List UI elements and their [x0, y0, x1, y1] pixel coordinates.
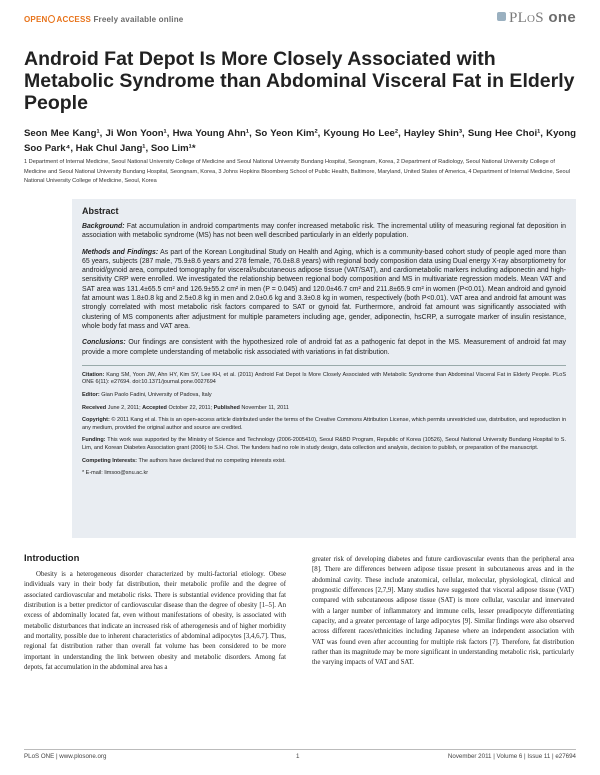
background-label: Background: — [82, 223, 125, 230]
logo-one-text: one — [548, 9, 576, 26]
published-label: Published — [213, 404, 240, 411]
open-access-label: OPEN — [24, 15, 48, 24]
access-label: ACCESS — [56, 15, 92, 24]
abstract-heading: Abstract — [82, 206, 119, 216]
footer-issue: November 2011 | Volume 6 | Issue 11 | e27694 — [447, 753, 576, 760]
dates — [82, 405, 566, 413]
copyright-text: © 2011 Kang et al. This is an open-access article distributed under the terms of the Creative Commons Attribution License, which permits unrestricted use, distribution, and reproduction in any medium, provided the original author and source are credited. — [82, 417, 566, 431]
citation-label: Citation: — [82, 371, 105, 378]
footer-journal: PLoS ONE | www.plosone.org — [24, 753, 107, 760]
introduction-left-column: Obesity is a heterogeneous disorder characterized by multi-factorial etiology. Obese individuals vary in their body fat distribution, their metabolic profile and the degree of associated cardiovascular and metabolic risks. There is substantial evidence providing that fat distribution is a better predictor of cardiovascular disease than the degree of obesity [1–5]. An excess of abdominally located fat, even without manifestations of obesity, is associated with metabolic disturbances that indicate an increased risk of atherogenesis and of higher morbidity and mortality, possible due to inherent characteristics of abdominal adipocytes [3,4,6,7]. Thus, regional fat distribution rather than overall fat volume has been considered to be more important in understanding the link between obesity and metabolic disorders. Among fat depots, fat accumulation in the abdominal area has a — [24, 571, 286, 672]
methods-label: Methods and Findings: — [82, 248, 159, 256]
competing-interests-text: The authors have declared that no competing interests exist. — [138, 457, 286, 464]
background-text: Fat accumulation in android compartments may confer increased metabolic risk. The incremental utility of measuring regional fat deposition in association with metabolic syndrome (MS) has not been well described particularly in an elderly population. — [82, 223, 566, 240]
editor — [82, 392, 566, 400]
affiliations: 1 Department of Internal Medicine, Seoul National University College of Medicine and Seoul National University Bundang Hospital, Seongnam, Korea, 2 Department of Radiology, Seoul National University College of Medicine and Seoul National University Bundang Hospital, Seongnam, Korea, 3 Johns Hopkins Bloomberg School of Public Health, Baltimore, Maryland, United States of America, 4 Department of Internal Medicine, Seoul National University College of Medicine, Seoul, Korea — [24, 159, 570, 185]
editor-label: Editor: — [82, 392, 100, 399]
abstract-methods — [82, 248, 566, 332]
editor-text: Gian Paolo Fadini, University of Padova, Italy — [101, 392, 212, 399]
copyright — [82, 417, 566, 432]
funding-text: This work was supported by the Ministry of Science and Technology (2006-2005410), Seoul R&BD Program, Republic of Korea (10526), Seoul National University Bundang Hospital to S. Lim, and Korean Diabetes Association grant (2006) to S.H. Choi. The funders had no role in study design, data collection and analysis, decision to publish, or preparation of the manuscript. — [82, 437, 566, 452]
journal-logo — [497, 9, 576, 27]
citation — [82, 372, 566, 387]
abstract-conclusions — [82, 338, 566, 357]
email-label: * E-mail: — [82, 470, 103, 477]
competing-interests — [82, 458, 566, 466]
abstract-background — [82, 222, 566, 241]
author-list: Seon Mee Kang¹, Ji Won Yoon¹, Hwa Young Ahn¹, So Yeon Kim², Kyoung Ho Lee², Hayley Shin³, Sung Hee Choi¹, Kyong Soo Park⁴, Hak Chul Jang¹, Soo Lim¹* — [24, 128, 576, 154]
funding-label: Funding: — [82, 437, 106, 444]
citation-text: Kang SM, Yoon JW, Ahn HY, Kim SY, Lee KH, et al. (2011) Android Fat Depot Is More Closely Associated with Metabolic Syndrome than Abdominal Visceral Fat in Elderly People. PLoS ONE 6(11): e27694. doi:10.1371/journal.pone.0027694 — [82, 371, 567, 386]
received-date: June 2, 2011; — [107, 404, 141, 411]
page-footer — [24, 749, 576, 765]
introduction-heading: Introduction — [24, 553, 80, 564]
competing-interests-label: Competing Interests: — [82, 457, 138, 464]
plos-logo-icon — [497, 12, 506, 21]
email — [82, 470, 566, 478]
accepted-date: October 22, 2011; — [168, 404, 213, 411]
conclusions-text: Our findings are consistent with the hypothesized role of android fat as a pathogenic fat depot in the MS. Measurement of android fat may provide a more complete understanding of metabolic risk associated with variations in fat distribution. — [82, 339, 566, 356]
funding — [82, 437, 566, 452]
accepted-label: Accepted — [142, 404, 167, 411]
journal-header — [24, 8, 576, 34]
article-title: Android Fat Depot Is More Closely Associated with Metabolic Syndrome than Abdominal Visceral Fat in Elderly People — [24, 48, 575, 114]
conclusions-label: Conclusions: — [82, 339, 126, 347]
open-access-badge — [24, 15, 183, 24]
article-metadata — [82, 365, 566, 478]
copyright-label: Copyright: — [82, 417, 110, 424]
open-access-lock-icon — [48, 15, 55, 23]
published-date: November 11, 2011 — [241, 404, 289, 411]
freely-available-label: Freely available online — [93, 15, 184, 24]
abstract-box — [72, 199, 576, 538]
received-label: Received — [82, 404, 107, 411]
email-link[interactable]: limsoo@snu.ac.kr — [104, 470, 149, 477]
logo-plos-text: PLoS — [508, 10, 544, 26]
introduction-right-column: greater risk of developing diabetes and future cardiovascular events than the peripheral area [8]. There are differences between adipose tissue present in subcutaneous areas and in the abdominal cavity. These include anatomical, cellular, molecular, physiological, clinical and prognostic differences [2,7,9]. Many studies have suggested that visceral adipose tissue (VAT) compared with subcutaneous adipose tissue (SAT) is more cellular, vascular and innervated with a larger number of inflammatory and immune cells, lesser preadipocyte differentiating capacity, and a greater percentage of large adipocytes [9]. Similar findings were also observed across different races/ethnicities including Japanese where an independent association with VAT was found even after accounting for multiple risk factors [7]. Therefore, fat distribution rather than its magnitude may be more significant in understanding metabolic risk, particularly the varying impacts of VAT and SAT. — [312, 556, 574, 667]
page-number: 1 — [296, 753, 300, 760]
methods-text: As part of the Korean Longitudinal Study on Health and Aging, which is a community-based cohort study of people aged more than 65 years, subjects (287 male, 75.9±8.6 years and 278 female, 76.0±8.8 years) with regional body composition data using Dual energy X-ray absorptiometry for android/gynoid area, computed tomography for visceral/subcutaneous adipose tissue (VAT/SAT), and cardiometabolic markers including adiponectin and high-sensitivity CRP were enrolled. We investigated the relationship between regional body composition and MS in multivariate regression models. Mean VAT and SAT area was 131.4±65.5 cm² and 126.9±55.2 cm² in men (P = 0.045) and 120.0±46.7 cm² and 211.8±65.9 cm² in women (P<0.01). Mean android and gynoid fat amount was 1.8±0.8 kg and 2.5±0.8 kg in men and 2.0±0.6 kg and 3.3±0.8 kg in women, respectively (both P<0.01). VAT area and android fat amount was strongly correlated with most metabolic risk factors compared to SAT or gynoid fat. Furthermore, android fat amount was significantly associated with clustering of MS components after adjustment for multiple parameters including age, gender, adiponectin, hsCRP, a surrogate marker of insulin resistance, whole body fat mass and VAT area. — [82, 248, 566, 330]
